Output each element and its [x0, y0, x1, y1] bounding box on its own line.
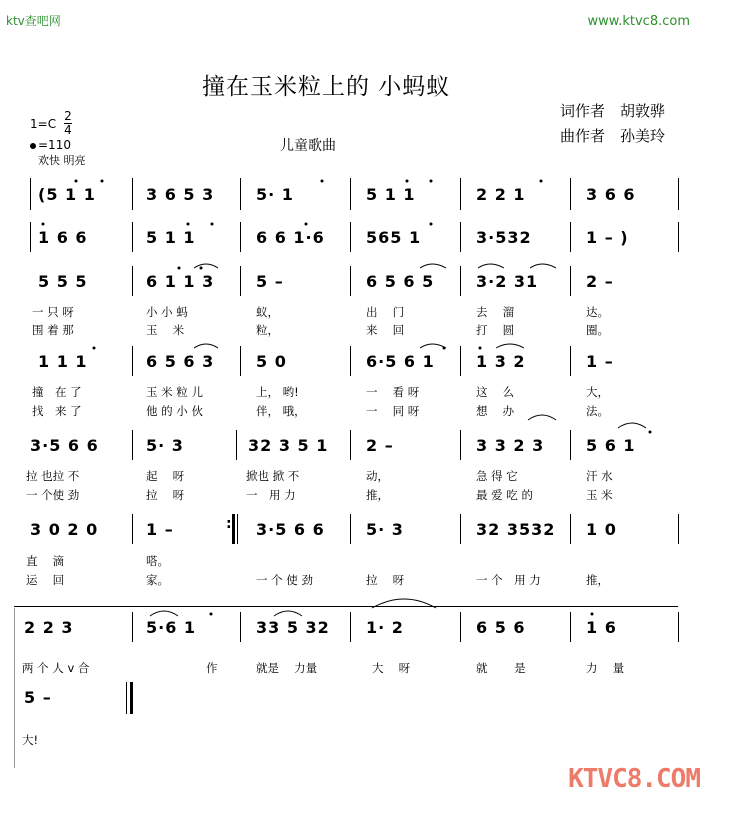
- lyric: 打 圆: [476, 323, 515, 337]
- lyric: 找 来 了: [32, 404, 82, 418]
- song-title: 撞在玉米粒上的 小蚂蚁: [202, 74, 451, 100]
- lyric: 这 么: [476, 385, 515, 399]
- measure: 5· 1: [256, 185, 294, 204]
- lyric: 一 个使 劲: [26, 488, 80, 502]
- lyric: 一 个 用 力: [476, 573, 541, 587]
- measure: 2 2 3: [24, 618, 74, 637]
- lyric: 出 门: [366, 305, 405, 319]
- lyric: 嗒。: [146, 554, 169, 568]
- measure: 3·2 31: [476, 272, 539, 291]
- measure: 3·532: [476, 228, 532, 247]
- lyric: 力 量: [586, 661, 625, 675]
- lyric: 直 滴: [26, 554, 65, 568]
- lyric: 两 个 人 v 合: [22, 661, 90, 675]
- measure: 5· 3: [146, 436, 184, 455]
- lyric: 掀也 掀 不: [246, 469, 300, 483]
- measure: (5 1 1: [38, 185, 96, 204]
- lyric: 上， 哟!: [256, 385, 299, 399]
- measure: 565 1: [366, 228, 422, 247]
- slur: [618, 423, 646, 428]
- lyric: 玉 米 粒 儿: [146, 385, 203, 399]
- octave-dot: [200, 267, 203, 270]
- octave-dot: [406, 180, 409, 183]
- lyric: 小 小 蚂: [146, 305, 188, 319]
- measure: 6 1 1 3: [146, 272, 215, 291]
- lyricist-credit: 词作者 胡敦骅: [560, 102, 666, 120]
- slur: [372, 599, 436, 608]
- octave-dot: [540, 180, 543, 183]
- slur: [530, 264, 556, 268]
- measure: 5 0: [256, 352, 287, 371]
- measure: 5 –: [24, 688, 52, 707]
- octave-dot: [211, 223, 214, 226]
- slur: [420, 264, 446, 268]
- lyric: 大，: [586, 385, 609, 399]
- octave-dot: [187, 223, 190, 226]
- repeat-dots: :: [226, 516, 232, 532]
- ktvc8-logo: KTVC8.COM: [568, 764, 700, 794]
- time-signature-bottom: 4: [64, 123, 72, 137]
- slur: [194, 344, 218, 348]
- lyric: 达。: [586, 305, 609, 319]
- octave-dot: [93, 347, 96, 350]
- slur: [274, 611, 302, 616]
- measure: 5 5 5: [38, 272, 88, 291]
- lyric: 去 溜: [476, 305, 515, 319]
- measure: 1 –: [146, 520, 174, 539]
- octave-dot: [430, 180, 433, 183]
- lyric: 就是 力量: [256, 661, 318, 675]
- lyric: 想 办: [476, 404, 515, 418]
- measure: 6·5 6 1: [366, 352, 435, 371]
- measure: 1 0: [586, 520, 617, 539]
- measure: 3·5 6 6: [256, 520, 325, 539]
- measure: 3 3 2 3: [476, 436, 545, 455]
- measure: 5 –: [256, 272, 284, 291]
- octave-dot: [305, 223, 308, 226]
- lyric: 家。: [146, 573, 169, 587]
- lyric: 伴， 哦，: [256, 404, 306, 418]
- lyric: 来 回: [366, 323, 405, 337]
- lyric: 一 个 使 劲: [256, 573, 313, 587]
- lyric: 运 回: [26, 573, 65, 587]
- lyric: 急 得 它: [476, 469, 518, 483]
- time-signature-top: 2: [64, 109, 72, 123]
- slur: [478, 264, 504, 268]
- lyric: 就 是: [476, 661, 526, 675]
- lyric: 一 只 呀: [32, 305, 74, 319]
- octave-dot: [591, 613, 594, 616]
- lyric: 圈。: [586, 323, 609, 337]
- octave-dot: [479, 347, 482, 350]
- measure: 5 1 1: [146, 228, 196, 247]
- lyric: 汗 水: [586, 469, 613, 483]
- lyric: 法。: [586, 404, 609, 418]
- measure: 5 1 1: [366, 185, 416, 204]
- measure: 6 5 6 5: [366, 272, 435, 291]
- octave-dot: [649, 431, 652, 434]
- measure: 1 6 6: [38, 228, 88, 247]
- lyric: 拉 也拉 不: [26, 469, 80, 483]
- lyric: 作: [206, 661, 218, 675]
- measure: 5·6 1: [146, 618, 197, 637]
- measure: 2 2 1: [476, 185, 526, 204]
- genre-label: 儿童歌曲: [280, 138, 336, 154]
- octave-dot: [321, 180, 324, 183]
- measure: 5 6 1: [586, 436, 636, 455]
- lyric: 粒，: [256, 323, 279, 337]
- measure: 3·5 6 6: [30, 436, 99, 455]
- measure: 3 6 5 3: [146, 185, 215, 204]
- lyric: 动，: [366, 469, 389, 483]
- lyric: 推，: [586, 573, 609, 587]
- measure: 1· 2: [366, 618, 404, 637]
- measure: 32 3532: [476, 520, 556, 539]
- lyric: 围 着 那: [32, 323, 74, 337]
- octave-dot: [430, 223, 433, 226]
- slur: [194, 264, 218, 268]
- tempo-value: =110: [38, 138, 71, 152]
- lyric: 玉 米: [146, 323, 185, 337]
- key-signature: 1=C: [30, 117, 57, 131]
- slur: [496, 344, 524, 348]
- octave-dot: [42, 223, 45, 226]
- measure: 1 1 1: [38, 352, 88, 371]
- lyric: 一 同 呀: [366, 404, 420, 418]
- lyric: 大!: [22, 733, 39, 747]
- measure: 2 –: [586, 272, 614, 291]
- octave-dot: [178, 267, 181, 270]
- measure: 5· 3: [366, 520, 404, 539]
- measure: 1 3 2: [476, 352, 526, 371]
- measure: 33 5 32: [256, 618, 330, 637]
- lyric: 拉 呀: [146, 488, 185, 502]
- measure: 6 5 6: [476, 618, 526, 637]
- lyric: 推，: [366, 488, 389, 502]
- slur: [420, 344, 446, 348]
- measure: 1 – ): [586, 228, 629, 247]
- measure: 1 –: [586, 352, 614, 371]
- measure: 6 5 6 3: [146, 352, 215, 371]
- lyric: 一 看 呀: [366, 385, 420, 399]
- lyric: 撞 在 了: [32, 385, 82, 399]
- site-watermark-right: www.ktvc8.com: [587, 14, 690, 29]
- site-watermark-left: ktv查吧网: [6, 14, 61, 28]
- lyric: 他 的 小 伙: [146, 404, 203, 418]
- octave-dot: [75, 180, 78, 183]
- measure: 32 3 5 1: [248, 436, 329, 455]
- lyric: 起 呀: [146, 469, 185, 483]
- lyric: 玉 米: [586, 488, 613, 502]
- octave-dot: [101, 180, 104, 183]
- lyric: 大 呀: [372, 661, 411, 675]
- measure: 3 0 2 0: [30, 520, 99, 539]
- lyric: 最 爱 吃 的: [476, 488, 533, 502]
- lyric: 拉 呀: [366, 573, 405, 587]
- measure: 2 –: [366, 436, 394, 455]
- lyric: 蚁，: [256, 305, 279, 319]
- style-marking: 欢快 明亮: [38, 154, 86, 167]
- measure: 1 6: [586, 618, 617, 637]
- composer-credit: 曲作者 孙美玲: [560, 127, 666, 145]
- measure: 6 6 1·6: [256, 228, 325, 247]
- octave-dot: [210, 613, 213, 616]
- slur: [528, 415, 556, 420]
- lyric: 一 用 力: [246, 488, 296, 502]
- measure: 3 6 6: [586, 185, 636, 204]
- slur: [150, 611, 178, 616]
